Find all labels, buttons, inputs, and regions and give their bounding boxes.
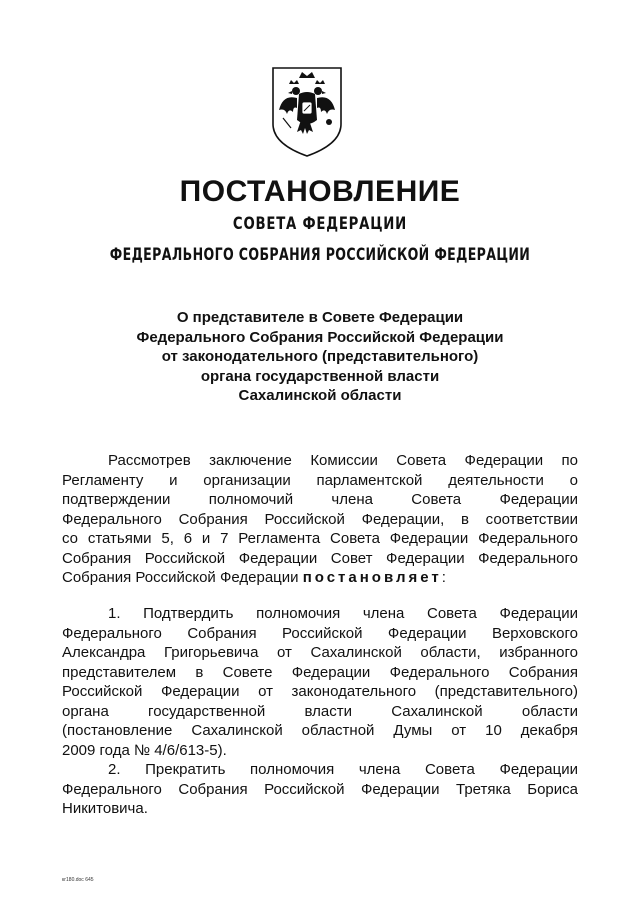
paragraph-text: Собрания Российской Федерации <box>62 569 299 586</box>
paragraph-line: 2. Прекратить полномочия члена Совета Федерации <box>108 761 578 778</box>
resolves-colon: : <box>441 569 446 586</box>
heading-line: от законодательного (представительного) <box>161 348 479 365</box>
paragraph-line: 2009 года № 4/6/613-5). <box>62 741 227 759</box>
paragraph-item-1 <box>62 604 578 760</box>
paragraph-line: Российской Федерации от законодательного (представительного) <box>62 683 578 700</box>
paragraph-line: 1. Подтвердить полномочия члена Совета Федерации <box>108 605 578 622</box>
heading-line: органа государственной власти <box>200 367 440 385</box>
paragraph-item-2 <box>62 760 578 819</box>
resolution-heading <box>0 308 640 406</box>
heading-line: О представителе в Совете Федерации <box>176 309 464 326</box>
paragraph-line: Александра Григорьевича от Сахалинской области, избранного <box>62 644 578 661</box>
document-subtitle-2: ФЕДЕРАЛЬНОГО СОБРАНИЯ РОССИЙСКОЙ ФЕДЕРАЦИИ <box>109 245 531 265</box>
footer-file-code: кг180.doc 645 <box>62 877 94 883</box>
paragraph-line: Федерального Собрания Российской Федерации Третяка Бориса <box>62 780 578 798</box>
paragraph-line: Федерального Собрания Российской Федерации, в соответствии <box>62 510 578 528</box>
paragraph-line: представителем в Совете Федерации Федерального Собрания <box>62 663 578 681</box>
paragraph-line-final <box>62 568 578 588</box>
document-title: ПОСТАНОВЛЕНИЕ <box>179 175 461 208</box>
paragraph-line: Собрания Российской Федерации Совет Федерации Федерального <box>62 549 578 567</box>
paragraph-line: органа государственной власти Сахалинской области <box>62 702 578 720</box>
paragraph-line: Федерального Собрания Российской Федерации Верховского <box>62 624 578 642</box>
paragraph-line: со статьями 5, 6 и 7 Регламента Совета Федерации Федерального <box>62 530 578 547</box>
coat-of-arms-icon <box>269 64 345 160</box>
paragraph-line: Рассмотрев заключение Комиссии Совета Федерации по <box>108 452 578 469</box>
document-subtitle-1: СОВЕТА ФЕДЕРАЦИИ <box>232 214 408 234</box>
paragraph-line: Никитовича. <box>62 800 148 817</box>
paragraph-line: (постановление Сахалинской областной Думы от 10 декабря <box>62 722 578 739</box>
heading-line: Федерального Собрания Российской Федерации <box>136 328 504 346</box>
paragraph-line: Регламенту и организации парламентской деятельности о <box>62 471 578 489</box>
paragraph-preamble <box>62 451 578 588</box>
heading-line: Сахалинской области <box>238 387 402 404</box>
resolves-word: постановляет <box>302 569 442 586</box>
paragraph-line: подтверждении полномочий члена Совета Федерации <box>62 491 578 508</box>
